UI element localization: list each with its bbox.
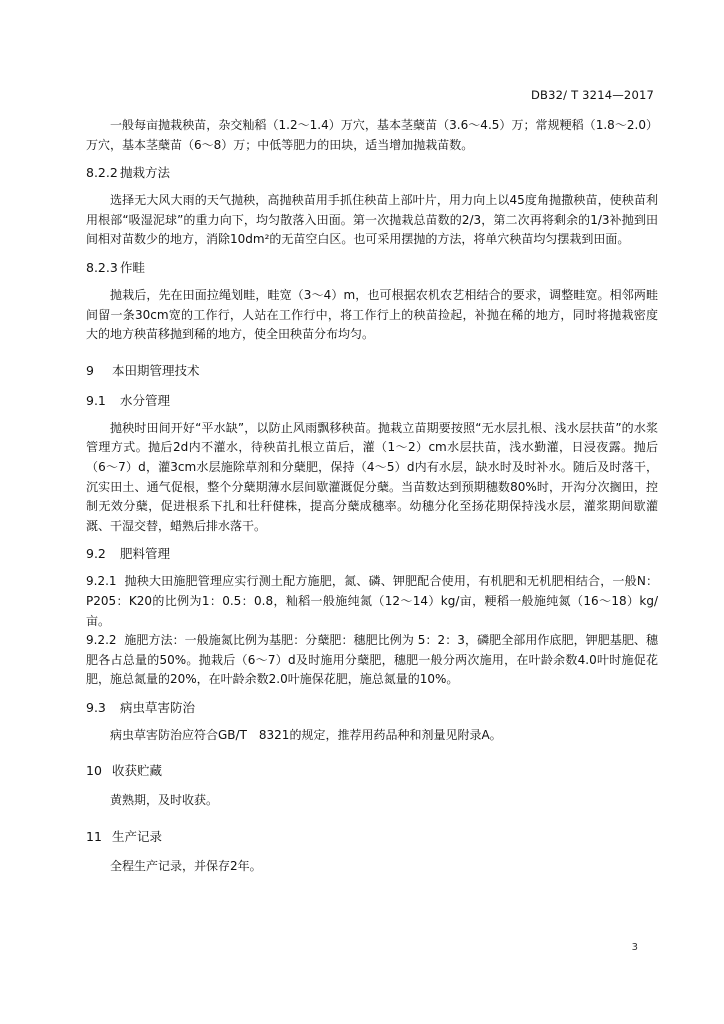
heading-9 <box>86 361 658 379</box>
heading-9-1 <box>86 391 658 409</box>
clause-text: 抛秧大田施肥管理应实行测土配方施肥，氮、磷、钾肥配合使用，有机肥和无机肥相结合，一般N：P205：K20的比例为1：0.5：0.8，籼稻一般施纯氮（12～14）kg/亩，粳稻一般施纯氮（16～18）kg/亩。 <box>86 574 658 628</box>
clause-number: 9.2.1 <box>86 574 117 589</box>
section-title: 水分管理 <box>120 392 171 408</box>
paragraph-8-2-2: 选择无大风大雨的天气抛秧，高抛秧苗用手抓住秧苗上部叶片，用力向上以45度角抛撒秧苗，使秧苗利用根部“吸湿泥球”的重力向下，均匀散落入田面。第一次抛栽总苗数的2/3，第二次再将剩余的1/3补抛到田间相对苗数少的地方，消除10dm²的无苗空白区。也可采用摆抛的方法，将单穴秧苗均匀摆栽到田面。 <box>86 193 659 247</box>
section-number: 9.3 <box>86 699 106 715</box>
paragraph-9-1: 抛秧时田间开好“平水缺”，以防止风雨飘移秧苗。抛栽立苗期要按照“无水层扎根、浅水层扶苗”的水浆管理方式。抛后2d内不灌水，待秧苗扎根立苗后，灌（1～2）cm水层扶苗，浅水勤灌，日浸夜露。抛后（6～7）d，灌3cm水层施除草剂和分蘖肥，保持（4～5）d内有水层，缺水时及时补水。随后及时落干，沉实田土、通气促根，整个分蘖期薄水层间歇灌溉促分蘖。当苗数达到预期穗数80%时，开沟分次搁田，控制无效分蘖，促进根系下扎和壮秆健株，提高分蘖成穗率。幼穗分化至扬花期保持浅水层，灌浆期间歇灌溉、干湿交替，蜡熟后排水落干。 <box>86 420 658 533</box>
clause-number: 9.2.2 <box>86 633 117 648</box>
section-number: 10 <box>86 763 102 779</box>
heading-9-3 <box>86 698 658 716</box>
clause-text: 施肥方法：一般施氮比例为基肥：分蘖肥：穗肥比例为 5：2：3，磷肥全部用作底肥，钾肥基肥、穗肥各占总量的50%。抛栽后（6～7）d及时施用分蘖肥，穗肥一般分两次施用，在叶龄余数4.0叶时施促花肥，施总氮量的20%，在叶龄余数2.0叶施保花肥，施总氮量的10%。 <box>86 633 658 687</box>
heading-8-2-2 <box>86 163 658 181</box>
paragraph-9-2-2 <box>86 631 658 690</box>
paragraph-8-2-3: 抛栽后，先在田面拉绳划畦，畦宽（3～4）m，也可根据农机农艺相结合的要求，调整畦宽。相邻两畦间留一条30cm宽的工作行，人站在工作行中，将工作行上的秧苗捡起，补抛在稀的地方，同时将抛栽密度大的地方秧苗移抛到稀的地方，使全田秧苗分布均匀。 <box>86 287 658 342</box>
section-title: 抛栽方法 <box>120 165 171 181</box>
heading-8-2-3 <box>86 258 658 276</box>
document-body <box>86 116 658 877</box>
paragraph-10: 黄熟期，及时收获。 <box>110 793 219 808</box>
section-number: 8.2.2 <box>86 165 118 181</box>
section-title: 收获贮藏 <box>112 763 163 779</box>
paragraph-9-2-1 <box>86 572 658 631</box>
section-title: 作畦 <box>120 259 146 275</box>
heading-9-2 <box>86 544 658 562</box>
paragraph-11: 全程生产记录，并保存2年。 <box>110 859 262 874</box>
heading-11 <box>86 827 658 845</box>
paragraph-8-2-1-continued: 一般每亩抛栽秧苗，杂交籼稻（1.2～1.4）万穴，基本茎蘖苗（3.6～4.5）万；常规粳稻（1.8～2.0）万穴，基本茎蘖苗（6～8）万；中低等肥力的田块，适当增加抛栽苗数。 <box>86 118 658 152</box>
section-number: 9.1 <box>86 392 106 408</box>
section-title: 病虫草害防治 <box>120 699 196 715</box>
section-title: 肥料管理 <box>120 546 171 562</box>
section-number: 9.2 <box>86 546 106 562</box>
page-number: 3 <box>631 942 638 953</box>
section-title: 生产记录 <box>112 829 163 845</box>
standard-code: DB32/ T 3214—2017 <box>530 88 654 102</box>
section-number: 11 <box>86 829 102 845</box>
paragraph-9-3: 病虫草害防治应符合GB/T 8321的规定，推荐用药品种和剂量见附录A。 <box>110 727 502 742</box>
section-number: 9 <box>86 362 94 378</box>
section-title: 本田期管理技术 <box>112 362 200 378</box>
heading-10 <box>86 761 658 779</box>
section-number: 8.2.3 <box>86 259 118 275</box>
